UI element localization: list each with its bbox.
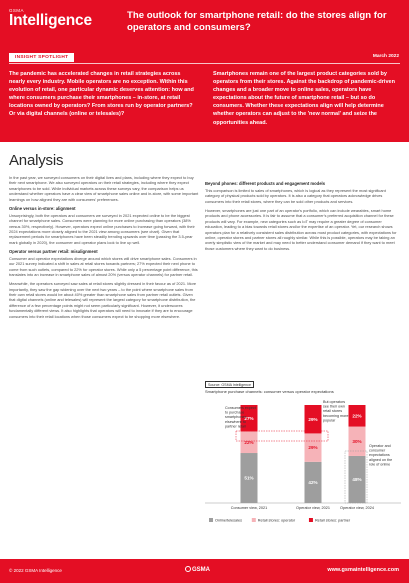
legend-swatch (209, 518, 213, 522)
insight-tag: INSIGHT SPOTLIGHT (9, 53, 74, 62)
category-label: Consumer view, 2021 (230, 506, 268, 510)
data-label: 27% (244, 415, 254, 421)
data-label: 42% (308, 480, 318, 486)
data-label: 51% (244, 475, 254, 481)
analysis-left-column (9, 175, 200, 323)
publish-date: March 2022 (372, 54, 399, 59)
data-label: 29% (308, 445, 318, 451)
chart-source-label: Source: GSMA Intelligence (205, 381, 254, 388)
paragraph: In the past year, we surveyed consumers on their digital lives and plans, including where they expect to buy their next smartphone. We also surveyed operators on their retail strategies, including where they expect smartphones to be sold. While individual markets across these surveys vary, the comparison helps us understand whether operators have a clear view of smartphone sales online and in-store, with some important learnings on how aligned they are with consumers' preferences. (9, 175, 199, 202)
footer-bar (0, 559, 409, 583)
copyright-text: © 2022 GSMA Intelligence (9, 568, 62, 573)
intro-left: The pandemic has accelerated changes in retail strategies across nearly every industry. Mobile operators are no exception. Within this evolution of retail, one particular dynamic deserves attention: how and where consumers purchase their smartphones – in-store, at retail locations owned by operators? From stores run by operator partners? Or via digital channels (online or telesales)? (9, 71, 194, 118)
category-label: Operator view, 2021 (296, 506, 330, 510)
data-label: 29% (308, 416, 318, 422)
gsma-globe-icon (185, 566, 191, 572)
chart-container (205, 381, 401, 531)
stacked-bar-chart (205, 395, 401, 529)
paragraph: This comparison is limited to sales of smartphones, which is logical as they represent the most significant category of physical products sold by operators. It is also a category that operators acknowledge drives consumers into their retail stores, where they can be sold other products and services. (205, 187, 386, 204)
brand-name: Intelligence (9, 12, 92, 29)
paragraph: Unsurprisingly, both the operators and consumers we surveyed in 2021 expected online to be the biggest channel for smartphone sales. Consumers were planning for more online purchasing than operators (38% versus 30%, respectively). However, operators expect online purchases to increase going forward, with their 2024 expectations more closely aligned to the 2021 view among consumers (see chart). Given that replacement periods for smartphones have been steadily trending upwards over time (passing the 3.5-year mark globally in 2020), the consumer and operator plans look to line up well. (9, 212, 195, 245)
legend-label: Retail stores: operator (257, 518, 296, 523)
intro-right: Smartphones remain one of the largest product categories sold by operators from their stores. Against the backdrop of pandemic-driven changes and a broader move to online sales, operators have expectations about the future of smartphone retail – but so do consumers. Whether these expectations align will help determine whether operators can adjust to the 'new normal' and seize the opportunities ahead. (213, 71, 395, 126)
subheading: Online versus in-store: alignment (9, 205, 76, 211)
footer-logo (185, 566, 210, 573)
data-label: 22% (244, 439, 254, 445)
brand-logo (9, 8, 92, 29)
footer-logo-text: GSMA (192, 567, 210, 573)
subheading: Beyond phones: different products and engagement models (205, 181, 326, 186)
legend-swatch (309, 518, 313, 522)
chart-annotation: But operators see their own retail stores becoming more popular (323, 400, 349, 423)
page-title: The outlook for smartphone retail: do the stores align for operators and consumers? (127, 10, 387, 33)
data-label: 30% (352, 438, 362, 444)
chart-annotation: Consumers expect to purchase smartphones elsewhere to partner retail (225, 406, 256, 429)
analysis-heading: Analysis (9, 152, 64, 169)
legend-label: Online/telesales (215, 518, 243, 523)
legend-label: Retail stores: partner (314, 518, 351, 523)
header-divider (9, 63, 400, 64)
data-label: 48% (352, 477, 362, 483)
subheading: Operator versus partner retail: misalignment (9, 248, 98, 254)
website-link[interactable]: www.gsmaintelligence.com (327, 567, 399, 573)
chart-title: Smartphone purchase channels: consumer versus operator expectations (205, 389, 334, 394)
analysis-right-column (205, 178, 400, 255)
legend-swatch (252, 518, 256, 522)
brand-super: GSMA (9, 8, 24, 13)
paragraph: Meanwhile, the operators surveyed saw sales at retail stores slightly dressed in their favour as of 2021. More importantly, they saw the gap widening over the next two years – to the point where smartphone sales from their own retail stores would be about 40% greater than smartphone sales from partner retail outlets. Given that digital channels (online and telesales) will represent the largest category for smartphone distribution, the difference of a few percentage points might not seem particularly significant. However, it underscores fundamentally different views. It also highlights that operators will need to innovate if they are to encourage consumers into their retail locations when those consumers expect to be shopping more elsewhere. (9, 281, 197, 319)
category-label: Operator view, 2024 (340, 506, 374, 510)
header-banner (0, 0, 409, 142)
data-label: 22% (352, 413, 362, 419)
paragraph: However, smartphones are just one part of an operator's portfolio, which can include wearables, smart home products and phone accessories. It is fair to assume that a consumer's preferred acquisition channel for these products will vary. For example, new categories such as IoT may require a greater degree of consumer education, leading to a bias towards retail stores and/or the expertise of an operator. Yet, our research shows operators plan for a relatively consistent sales distribution across most product categories, with expectations for online, operator stores and partner stores all roughly similar. While this is possible, operators may be taking an overly simplistic view of the market and may need to better understand consumer demand if they want to meet those customers where they want to do business. (205, 207, 397, 251)
chart-annotation: Operator and consumer expectations aligned on the role of online (369, 444, 393, 467)
paragraph: Consumer and operator expectations diverge around which stores will drive smartphone sales. Consumers in our 2021 survey indicated a shift in sales at retail stores towards partners; 27% expected their next phone to come from such outlets, compared to 22% for operator stores. While only a 5 percentage point difference, this translates into an increase in smartphone sales of almost 20% (versus operator channels) for partner retail. (9, 255, 198, 278)
